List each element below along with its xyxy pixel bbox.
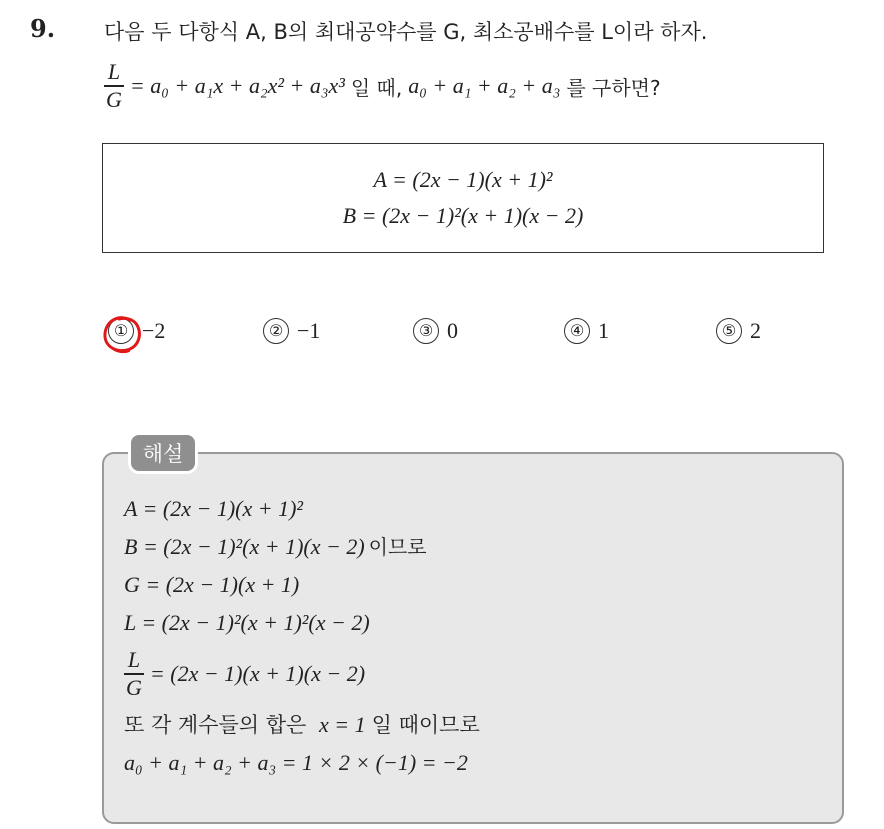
choice-1[interactable] — [108, 318, 165, 344]
choice-1-value: −2 — [142, 318, 166, 343]
solution-fraction — [124, 647, 144, 700]
choice-4[interactable] — [564, 318, 609, 344]
stem-question-text: 를 구하면? — [566, 75, 661, 100]
coefficient-sum-expression: a₀ + a₁ + a₂ + a₃ — [408, 73, 561, 98]
selected-circle-mark — [100, 312, 144, 356]
question-stem-line1: 다음 두 다항식 A, B의 최대공약수를 G, 최소공배수를 L이라 하자. — [104, 20, 708, 44]
choice-1-number: ① — [108, 318, 134, 344]
solution-line-sum-note — [124, 706, 824, 744]
solution-line-b — [124, 528, 824, 566]
choice-3-value: 0 — [447, 318, 458, 343]
choice-4-number: ④ — [564, 318, 590, 344]
solution-fraction-numerator: L — [127, 647, 141, 673]
solution-fraction-denominator: G — [126, 674, 142, 700]
choice-2-number: ② — [263, 318, 289, 344]
choice-3[interactable] — [413, 318, 458, 344]
solution-note-math: x = 1 — [319, 712, 366, 737]
solution-line-l: L = (2x − 1)²(x + 1)²(x − 2) — [124, 610, 370, 635]
solution-note-text-b: 일 때이므로 — [371, 713, 480, 737]
solution-note-text-a: 또 각 계수들의 합은 — [124, 713, 307, 737]
given-polynomial-b: B = (2x − 1)²(x + 1)(x − 2) — [342, 203, 584, 228]
choice-2-value: −1 — [297, 318, 321, 343]
question-stem-line2 — [104, 56, 667, 116]
solution-tab-label: 해설 — [128, 432, 198, 474]
solution-line-b-math: B = (2x − 1)²(x + 1)(x − 2) — [124, 534, 365, 559]
solution-line-b-text: 이므로 — [368, 535, 427, 559]
solution-line-g: G = (2x − 1)(x + 1) — [124, 572, 300, 597]
given-polynomials-box — [102, 143, 824, 253]
solution-line-final: a₀ + a₁ + a₂ + a₃ = 1 × 2 × (−1) = −2 — [124, 750, 468, 775]
fraction-denominator: G — [106, 86, 122, 112]
solution-line-fraction — [124, 642, 824, 706]
choice-2[interactable] — [263, 318, 320, 344]
answer-choices — [108, 318, 808, 352]
solution-content — [124, 490, 824, 782]
polynomial-expression: = a₀ + a₁x + a₂x² + a₃x³ — [129, 73, 345, 98]
fraction-numerator: L — [107, 59, 121, 85]
choice-4-value: 1 — [598, 318, 609, 343]
question-number: 9. — [30, 14, 56, 43]
choice-3-number: ③ — [413, 318, 439, 344]
choice-5-value: 2 — [750, 318, 761, 343]
choice-5-number: ⑤ — [716, 318, 742, 344]
given-polynomial-a: A = (2x − 1)(x + 1)² — [373, 167, 553, 192]
solution-fraction-result: = (2x − 1)(x + 1)(x − 2) — [149, 661, 366, 686]
fraction-l-over-g — [104, 59, 124, 112]
solution-line-a: A = (2x − 1)(x + 1)² — [124, 496, 304, 521]
choice-5[interactable] — [716, 318, 761, 344]
stem-condition-text: 일 때, — [350, 75, 403, 100]
